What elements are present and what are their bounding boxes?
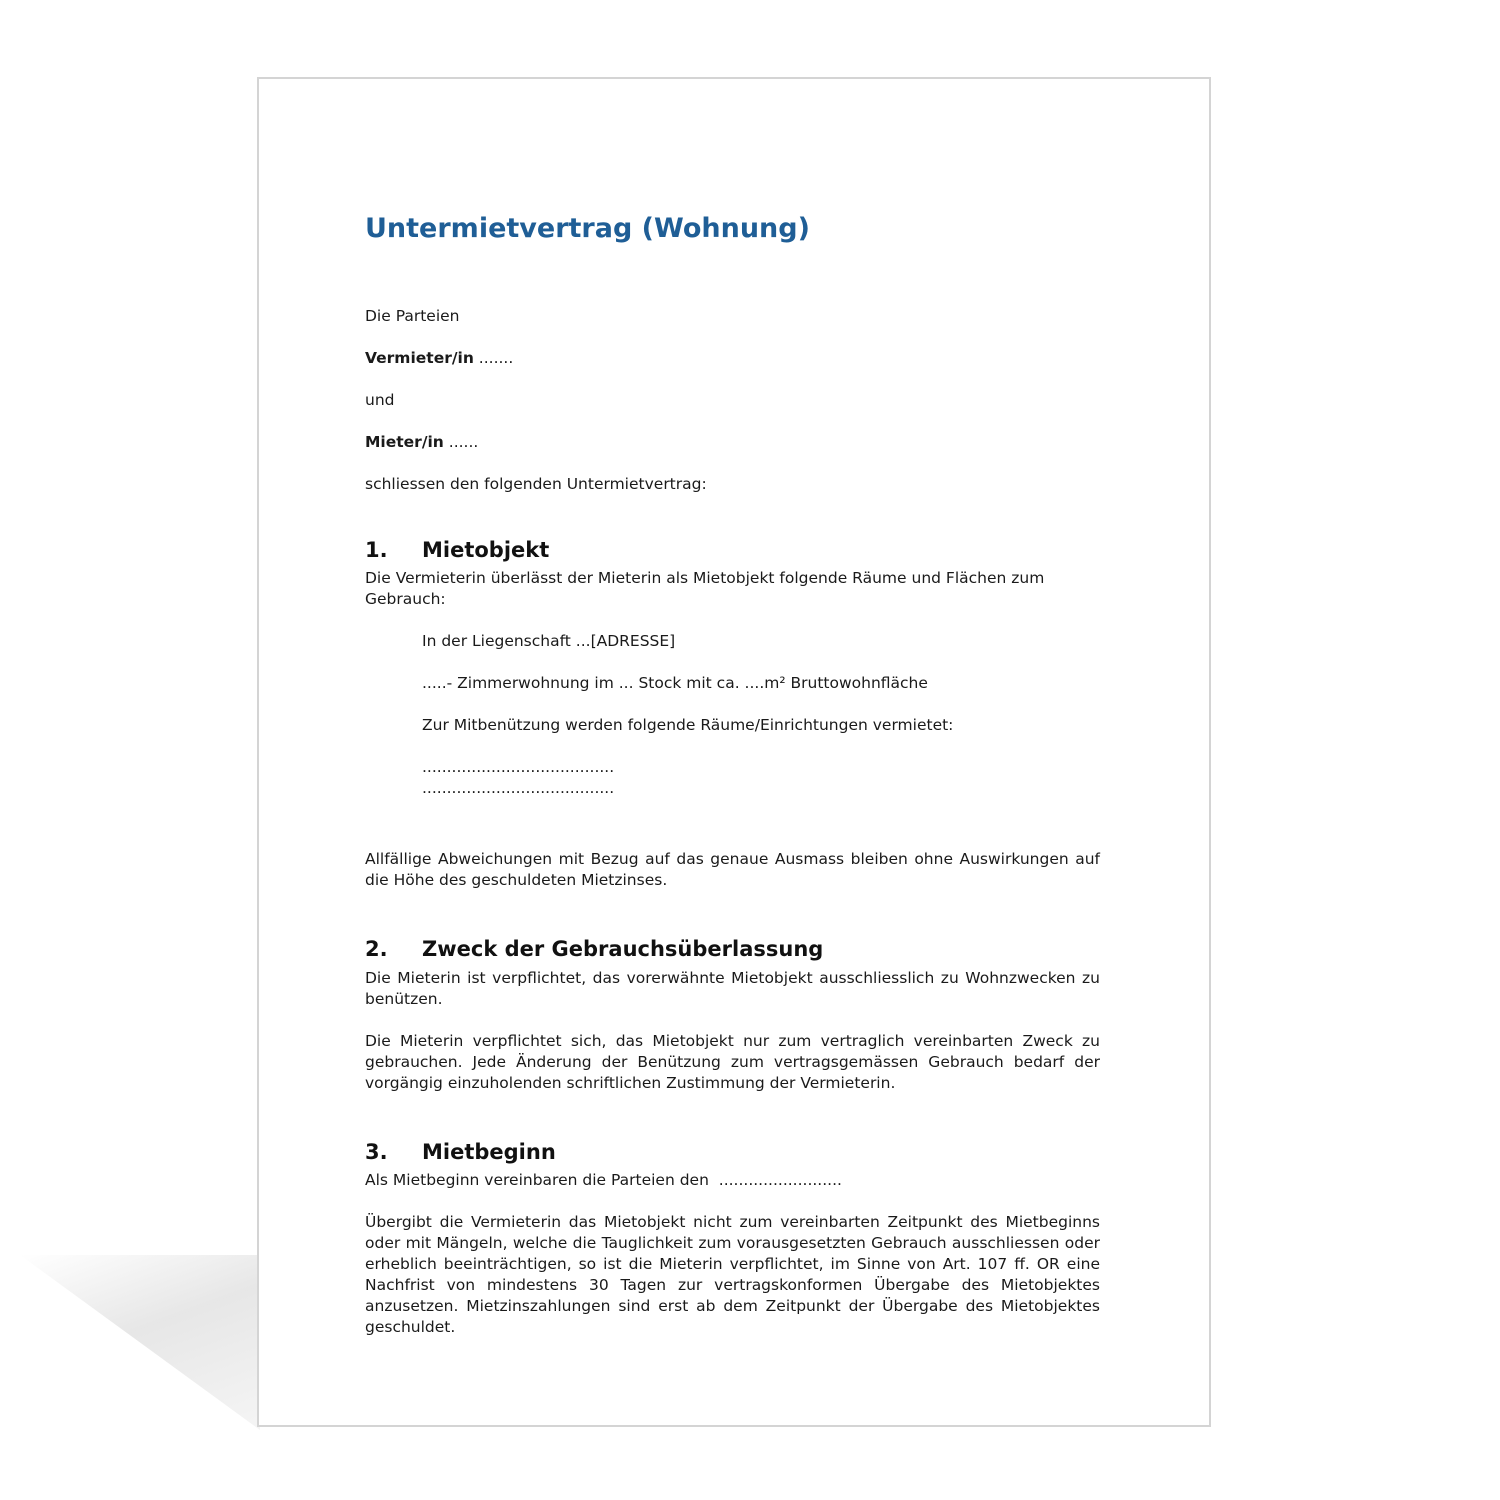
section-1-note: Allfällige Abweichungen mit Bezug auf das genaue Ausmass bleiben ohne Auswirkungen auf die Höhe des geschuldeten Mietzinses. <box>365 850 1100 889</box>
section-3-heading <box>365 1137 1100 1167</box>
section-2-heading <box>365 934 1100 964</box>
section-3-start-placeholder: ......................... <box>718 1171 842 1189</box>
section-2-number: 2. <box>365 937 388 961</box>
document-page <box>257 77 1211 1427</box>
section-1-address: In der Liegenschaft ...[ADRESSE] <box>422 632 676 650</box>
section-1-shared-intro: Zur Mitbenützung werden folgende Räume/Einrichtungen vermietet: <box>422 716 954 734</box>
document-title: Untermietvertrag (Wohnung) <box>365 213 810 244</box>
section-2-paragraph: Die Mieterin verpflichtet sich, das Mietobjekt nur zum vertraglich vereinbarten Zweck zu gebrauchen. Jede Änderung der Benützung zum vertragsgemässen Gebrauch bedarf der vorgängig einzuholenden schriftlichen Zustimmung der Vermieterin. <box>365 1032 1100 1092</box>
landlord-placeholder: ....... <box>478 349 514 367</box>
section-3-paragraph: Übergibt die Vermieterin das Mietobjekt nicht zum vereinbarten Zeitpunkt des Mietbeginns oder mit Mängeln, welche die Tauglichkeit zum vorausgesetzten Gebrauch ausschliessen oder erheblich beeinträchtigen, so ist die Mieterin verpflichtet, im Sinne von Art. 107 ff. OR eine Nachfrist von mindestens 30 Tagen zur vertragskonformen Übergabe des Mietobjektes anzusetzen. Mietzinszahlungen sind erst ab dem Zeitpunkt der Übergabe des Mietobjektes geschuldet. <box>365 1213 1100 1336</box>
section-1-intro: Die Vermieterin überlässt der Mieterin als Mietobjekt folgende Räume und Flächen zum Gebrauch: <box>365 569 1045 608</box>
landlord-line <box>365 348 1100 369</box>
tenant-placeholder: ...... <box>448 433 479 451</box>
section-3-start-line <box>365 1170 1100 1191</box>
and-text: und <box>365 391 395 409</box>
page-content <box>365 209 1100 1338</box>
page-shadow <box>20 1255 260 1430</box>
closing-text: schliessen den folgenden Untermietvertrag: <box>365 475 707 493</box>
section-3-start-text: Als Mietbeginn vereinbaren die Parteien den <box>365 1171 709 1189</box>
section-3-title: Mietbeginn <box>422 1140 556 1164</box>
section-1-title: Mietobjekt <box>422 538 550 562</box>
section-1-shared-line: ....................................... <box>422 758 615 776</box>
section-1-rooms: .....- Zimmerwohnung im ... Stock mit ca. ....m² Bruttowohnfläche <box>422 674 928 692</box>
section-2-paragraph: Die Mieterin ist verpflichtet, das vorerwähnte Mietobjekt ausschliesslich zu Wohnzwecken zu benützen. <box>365 969 1100 1008</box>
section-1-shared-line: ....................................... <box>422 779 615 797</box>
section-3-number: 3. <box>365 1140 388 1164</box>
landlord-label: Vermieter/in <box>365 349 474 367</box>
tenant-label: Mieter/in <box>365 433 444 451</box>
section-1-number: 1. <box>365 538 388 562</box>
section-1-heading <box>365 535 1100 565</box>
section-2-title: Zweck der Gebrauchsüberlassung <box>422 937 824 961</box>
parties-intro: Die Parteien <box>365 307 460 325</box>
tenant-line <box>365 432 1100 453</box>
